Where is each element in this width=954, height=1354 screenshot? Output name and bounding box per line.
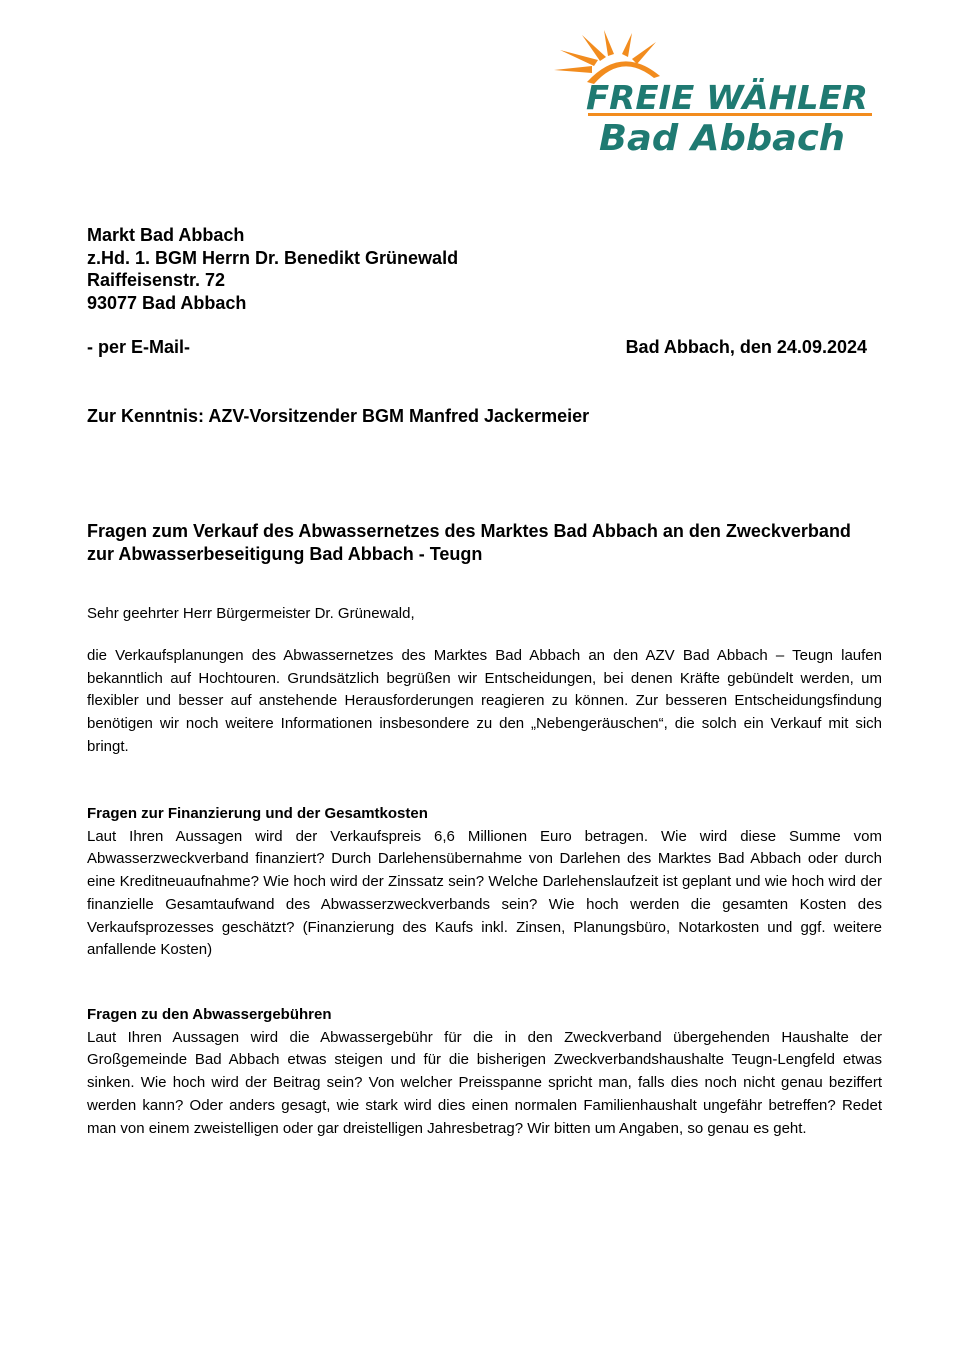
recipient-line: 93077 Bad Abbach bbox=[87, 292, 247, 313]
intro-paragraph: die Verkaufsplanungen des Abwassernetzes des Marktes Bad Abbach an den AZV Bad Abbach – Teugn laufen bekanntlich auf Hochtouren. Grundsätzlich begrüßen wir Entscheidungen, bei denen Kräfte gebündelt werden, um flexibler und besser auf anstehende Herausforderungen reagieren zu können. Zur besseren Entscheidungsfindung benötigen wir noch weitere Informationen insbesondere zu den „Nebengeräuschen“, die solch ein Verkauf mit sich bringt. bbox=[87, 647, 882, 755]
delivery-method: - per E-Mail- bbox=[87, 337, 191, 357]
recipient-address bbox=[87, 224, 882, 314]
section-body: Laut Ihren Aussagen wird der Verkaufspreis 6,6 Millionen Euro betragen. Wie wird diese Summe vom Abwasserzweckverband finanziert? Durch Darlehensübernahme von Darlehen des Marktes Bad Abbach oder durch eine Kreditneuaufnahme? Wie hoch wird der Zinssatz sein? Welche Darlehenslaufzeit ist geplant und wie hoch wird der finanzielle Gesamtaufwand des Abwasserzweckverbands sein? Wie hoch werden die gesamten Kosten des Verkaufsprozesses geschätzt? (Finanzierung des Kaufs inkl. Zinsen, Planungsbüro, Notarkosten und ggf. weitere anfallende Kosten) bbox=[87, 827, 882, 959]
letter-date: Bad Abbach, den 24.09.2024 bbox=[625, 337, 867, 357]
recipient-line: z.Hd. 1. BGM Herrn Dr. Benedikt Grünewald bbox=[87, 247, 459, 268]
salutation: Sehr geehrter Herr Bürgermeister Dr. Grünewald, bbox=[87, 605, 415, 622]
section-body: Laut Ihren Aussagen wird die Abwassergebühr für die in den Zweckverband übergehenden Haushalte der Großgemeinde Bad Abbach etwas steigen und für die bisherigen Zweckverbandshaushalte Teugn-Lengfeld etwas sinken. Wie hoch wird der Beitrag sein? Von welcher Preisspanne spricht man, falls dies noch nicht genau beziffert werden kann? Oder anders gesagt, wie stark wird dies einen normalen Familienhaushalt ungefähr betreffen? Redet man von einem zweistelligen oder gar dreistelligen Jahresbetrag? Wir bitten um Angaben, so genau es geht. bbox=[87, 1028, 882, 1137]
cc-line: Zur Kenntnis: AZV-Vorsitzender BGM Manfred Jackermeier bbox=[87, 406, 590, 426]
section-heading: Fragen zu den Abwassergebühren bbox=[87, 1006, 332, 1023]
section-heading: Fragen zur Finanzierung und der Gesamtkosten bbox=[87, 805, 428, 822]
freie-waehler-logo bbox=[542, 30, 882, 160]
logo-line1: FREIE WÄHLER bbox=[586, 78, 861, 117]
sun-icon bbox=[554, 30, 660, 84]
logo-line2: Bad Abbach bbox=[599, 118, 845, 159]
recipient-line: Markt Bad Abbach bbox=[87, 225, 245, 245]
letter-subject: Fragen zum Verkauf des Abwassernetzes des Marktes Bad Abbach an den Zweckverband zur Abwasserbeseitigung Bad Abbach - Teugn bbox=[87, 521, 851, 564]
logo-graphic bbox=[542, 30, 882, 160]
section-fees bbox=[87, 1004, 882, 1140]
recipient-line: Raiffeisenstr. 72 bbox=[87, 270, 226, 290]
logo-underline bbox=[588, 113, 872, 116]
section-financing bbox=[87, 803, 882, 962]
